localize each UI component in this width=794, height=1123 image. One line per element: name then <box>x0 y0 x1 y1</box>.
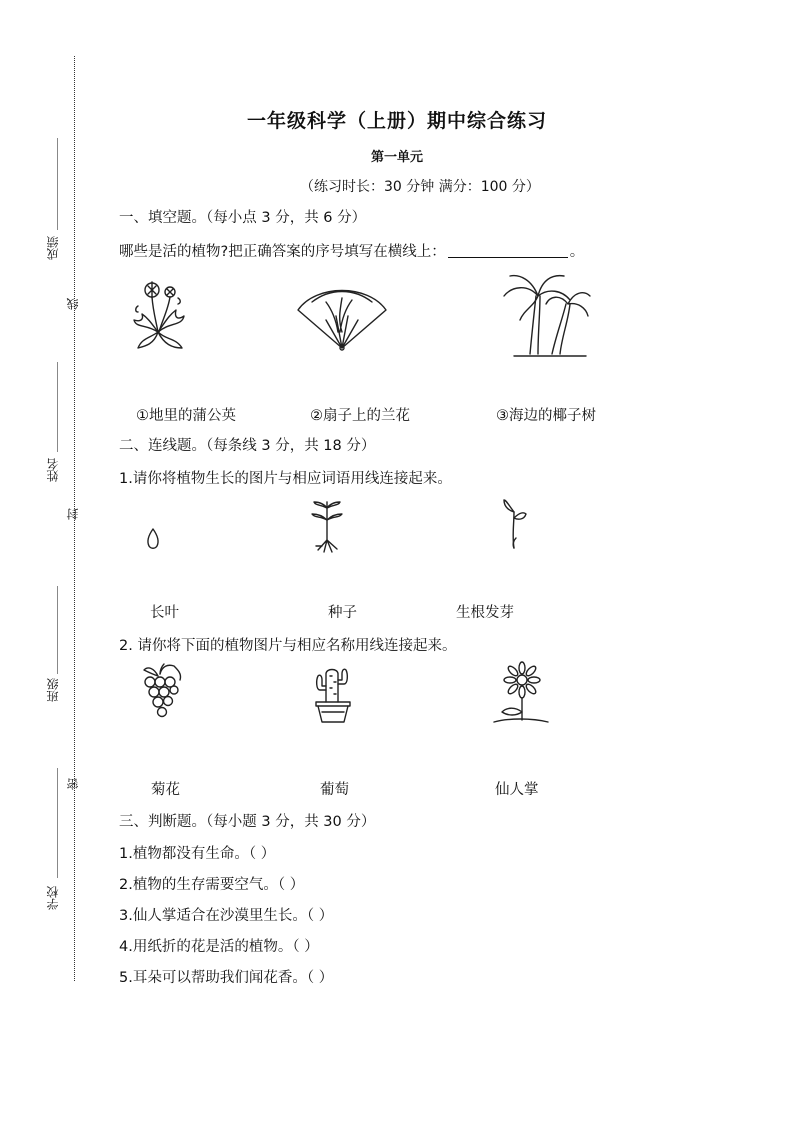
q1-word-2: 种子 <box>328 605 357 621</box>
q1-word-1: 长叶 <box>150 605 179 621</box>
daisy-icon <box>492 660 550 726</box>
cactus-icon <box>310 660 356 724</box>
judge-item-3: 3.仙人掌适合在沙漠里生长。（ ） <box>119 908 334 924</box>
option-1: ①地里的蒲公英 <box>136 408 236 424</box>
option-2: ②扇子上的兰花 <box>310 408 410 424</box>
judge-item-2: 2.植物的生存需要空气。（ ） <box>119 877 305 893</box>
school-line <box>57 768 58 878</box>
question-text: 哪些是活的植物?把正确答案的序号填写在横线上： <box>119 244 446 260</box>
grapes-icon <box>136 662 188 724</box>
palm-tree-icon <box>500 270 592 358</box>
q2-word-1: 菊花 <box>151 782 180 798</box>
section2-q2: 2. 请你将下面的植物图片与相应名称用线连接起来。 <box>119 638 457 654</box>
score-label: 成绩 <box>46 236 60 260</box>
section2-heading: 二、连线题。（每条线 3 分，共 18 分） <box>119 438 376 454</box>
seed-icon <box>146 528 160 550</box>
judge-item-1: 1.植物都没有生命。（ ） <box>119 846 276 862</box>
q2-word-2: 葡萄 <box>320 782 349 798</box>
class-label: 班级 <box>46 678 60 702</box>
fan-orchid-icon <box>296 280 388 352</box>
sprout-icon <box>502 498 528 550</box>
seal-char-secret: 密 <box>66 778 80 790</box>
school-label: 学校 <box>46 886 60 910</box>
unit-subtitle: 第一单元 <box>370 150 423 165</box>
section3-heading: 三、判断题。（每小题 3 分，共 30 分） <box>119 814 376 830</box>
judge-item-5: 5.耳朵可以帮助我们闻花香。（ ） <box>119 970 334 986</box>
section2-q1: 1.请你将植物生长的图片与相应词语用线连接起来。 <box>119 471 452 487</box>
seal-char-line: 线 <box>66 298 80 310</box>
q2-word-3: 仙人掌 <box>495 782 539 798</box>
name-label: 姓名 <box>46 458 60 482</box>
option-3: ③海边的椰子树 <box>496 408 596 424</box>
section1-question <box>119 240 584 261</box>
page-title: 一年级科学（上册）期中综合练习 <box>246 110 547 132</box>
q1-word-3: 生根发芽 <box>456 605 514 621</box>
judge-item-4: 4.用纸折的花是活的植物。（ ） <box>119 939 319 955</box>
seal-char-seal: 封 <box>66 508 80 520</box>
rooted-seedling-icon <box>310 498 344 554</box>
answer-blank[interactable] <box>448 243 568 258</box>
dandelion-icon <box>126 276 190 356</box>
question-end: 。 <box>569 244 585 260</box>
exam-meta: （练习时长：30 分钟 满分：100 分） <box>300 179 540 195</box>
class-line <box>57 586 58 674</box>
section1-heading: 一、填空题。（每小点 3 分，共 6 分） <box>119 210 367 226</box>
name-line <box>57 362 58 452</box>
